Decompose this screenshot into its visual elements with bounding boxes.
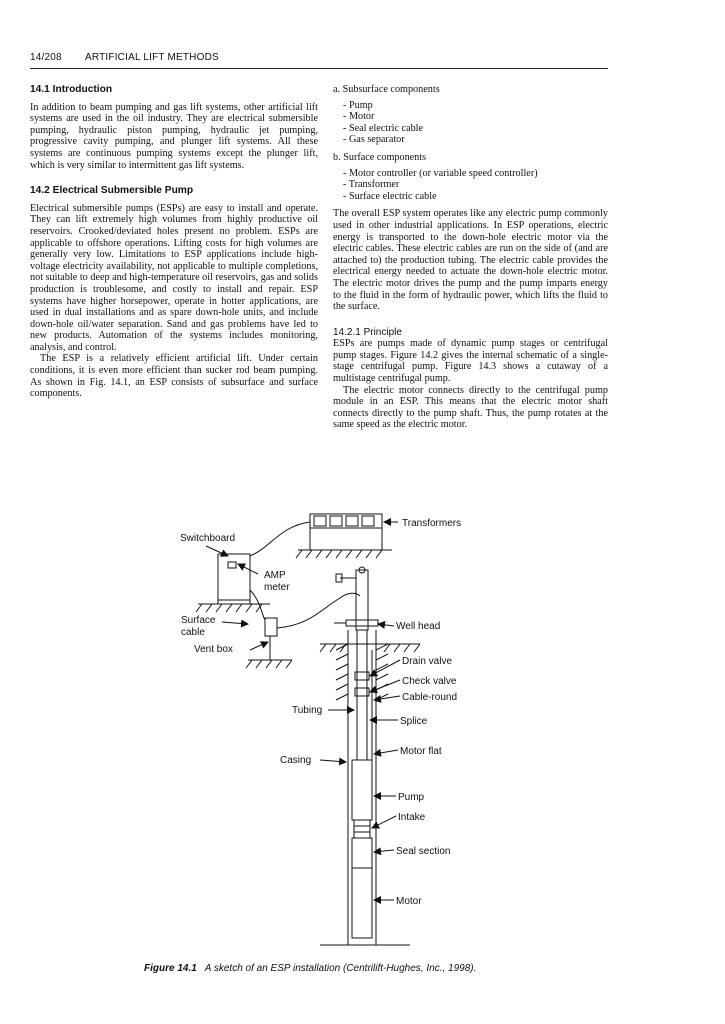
label-cable-round: Cable-round [402, 692, 458, 703]
label-intake: Intake [398, 812, 426, 823]
label-vent-box: Vent box [194, 644, 233, 655]
transformers-icon [296, 514, 392, 558]
label-casing: Casing [280, 755, 312, 766]
right-column [333, 84, 608, 431]
surface-list [343, 168, 608, 203]
section-heading-esp: 14.2 Electrical Submersible Pump [30, 185, 194, 197]
subsurface-list [343, 100, 608, 146]
subsection-heading-principle: 14.2.1 Principle [333, 326, 402, 338]
running-header [30, 50, 608, 69]
vent-box-icon [246, 618, 292, 668]
caption-text: A sketch of an ESP installation (Centrilift-Hughes, Inc., 1998). [204, 963, 477, 974]
list-item: - Surface electric cable [343, 190, 437, 202]
running-title: ARTIFICIAL LIFT METHODS [85, 52, 219, 63]
casing-icon [336, 630, 388, 945]
label-tubing: Tubing [292, 705, 323, 716]
subsurface-title: a. Subsurface components [333, 84, 440, 95]
principle-paragraph-2: The electric motor connects directly to the centrifugal pump module in an ESP. This means that the electric motor shaft connects directly to the pump shaft. Thus, the pump rotates at the same speed as the electric motor. [333, 384, 608, 431]
label-seal-section: Seal section [396, 846, 451, 857]
label-amp-meter-line1: AMP [264, 570, 286, 581]
esp-paragraph-2: The ESP is a relatively efficient artificial lift. Under certain conditions, it is even more efficient than sucker rod beam pumping. As shown in Fig. 14.1, an ESP consists of subsurface and surface components. [30, 353, 318, 400]
wellhead-icon [334, 567, 378, 630]
esp-installation-figure [170, 500, 500, 960]
list-item: - Motor [343, 111, 375, 123]
caption-label: Figure 14.1 [144, 963, 197, 974]
label-motor: Motor [396, 896, 422, 907]
principle-paragraph-1: ESPs are pumps made of dynamic pump stages or centrifugal pump stages. Figure 14.2 gives the internal schematic of a single-stage centrifugal pump. Figure 14.3 shows a cutaway of a multistage centrifugal pump. [333, 338, 608, 385]
list-item: - Seal electric cable [343, 122, 424, 134]
surface-title: b. Surface components [333, 151, 427, 163]
page-number: 14/208 [30, 52, 62, 63]
esp-paragraph-1: Electrical submersible pumps (ESPs) are easy to install and operate. They can lift extremely high volumes from highly productive oil reservoirs. Crooked/deviated holes present no problem. ESPs are applicable to offshore operations. Lifting costs for high volumes are generally very low. Limitations to ESP applications include high-voltage electricity availability, not applicable to multiple completions, not suitable to deep and high-temperature oil reservoirs, gas and solids production is troublesome, and costly to install and repair. ESP systems have higher horsepower, operate in hotter applications, are used in dual installations and as spare down-hole units, and include down-hole oil/water separation. Sand and gas problems have led to new products. Automation of the systems includes monitoring, analysis, and control. [30, 202, 318, 353]
esp-sketch [170, 500, 500, 960]
figure-caption [144, 963, 584, 974]
label-transformers: Transformers [402, 518, 462, 529]
list-item: - Transformer [343, 179, 400, 191]
label-amp-meter-line2: meter [264, 582, 290, 593]
label-drain-valve: Drain valve [402, 656, 453, 667]
section-heading-introduction: 14.1 Introduction [30, 84, 113, 95]
label-check-valve: Check valve [402, 676, 457, 687]
list-item: - Pump [343, 99, 373, 111]
label-motor-flat: Motor flat [400, 746, 442, 757]
label-switchboard: Switchboard [180, 533, 236, 544]
list-item: - Gas separator [343, 134, 405, 146]
label-surface-cable-line1: Surface [181, 615, 216, 626]
overall-paragraph: The overall ESP system operates like any electric pump commonly used in other industrial applications. In ESP operations, electric energy is transported to the down-hole electric motor via the electric cables. These electric cables are run on the side of (and are attached to) the production tubing. The electric cable provides the electrical energy needed to actuate the down-hole electric motor. The electric motor drives the pump and the pump imparts energy to the fluid in the form of hydraulic power, which lifts the fluid to the surface. [333, 208, 608, 313]
tubing-icon [355, 630, 369, 760]
label-splice: Splice [400, 716, 428, 727]
pump-assembly-icon [352, 760, 372, 938]
label-pump: Pump [398, 792, 425, 803]
label-surface-cable-line2: cable [181, 627, 205, 638]
intro-paragraph: In addition to beam pumping and gas lift systems, other artificial lift systems are used in the oil industry. They are electrical submersible pumping, hydraulic piston pumping, hydraulic jet pumping, progressive cavity pumping, and plunger lift systems. All these systems are continuous pumping systems except the plunger lift, which is very similar to intermittent gas lift systems. [30, 101, 318, 171]
list-item: - Motor controller (or variable speed controller) [343, 167, 538, 179]
left-column [30, 84, 318, 400]
label-well-head: Well head [396, 621, 441, 632]
